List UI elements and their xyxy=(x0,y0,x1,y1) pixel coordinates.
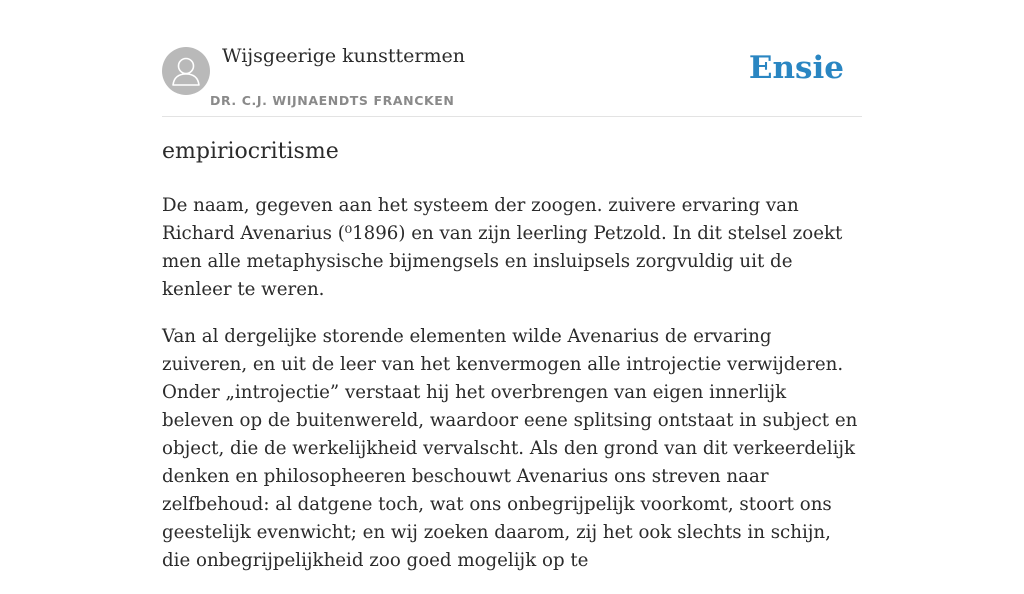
header xyxy=(162,0,862,117)
source-title[interactable]: Wijsgeerige kunsttermen xyxy=(222,45,466,67)
brand-logo[interactable]: Ensie xyxy=(748,50,844,86)
lemma-title: empiriocritisme xyxy=(162,139,339,164)
article-body xyxy=(162,192,862,594)
author-avatar[interactable] xyxy=(162,47,210,95)
user-silhouette-icon xyxy=(162,47,210,95)
paragraph: De naam, gegeven aan het systeem der zoogen. zuivere ervaring van Richard Avenarius (⁰1896) en van zijn leerling Petzold. In dit stelsel zoekt men alle metaphysische bijmengsels en insluipsels zorgvuldig uit de kenleer te weren. xyxy=(162,195,843,300)
author-name[interactable]: DR. C.J. WIJNAENDTS FRANCKEN xyxy=(210,93,455,108)
paragraph: Van al dergelijke storende elementen wilde Avenarius de ervaring zuiveren, en uit de leer van het kenvermogen alle introjectie verwijderen. Onder „introjectie” verstaat hij het overbrengen van eigen innerlijk beleven op de buitenwereld, waardoor eene splitsing ontstaat in subject en object, die de werkelijkheid vervalscht. Als den grond van dit verkeerdelijk denken en philosopheeren beschouwt Avenarius ons streven naar zelfbehoud: al datgene toch, wat ons onbegrijpelijk voorkomt, stoort ons geestelijk evenwicht; en wij zoeken daarom, zij het ook slechts in schijn, die onbegrijpelijkheid zoo goed mogelijk op te xyxy=(162,326,858,571)
